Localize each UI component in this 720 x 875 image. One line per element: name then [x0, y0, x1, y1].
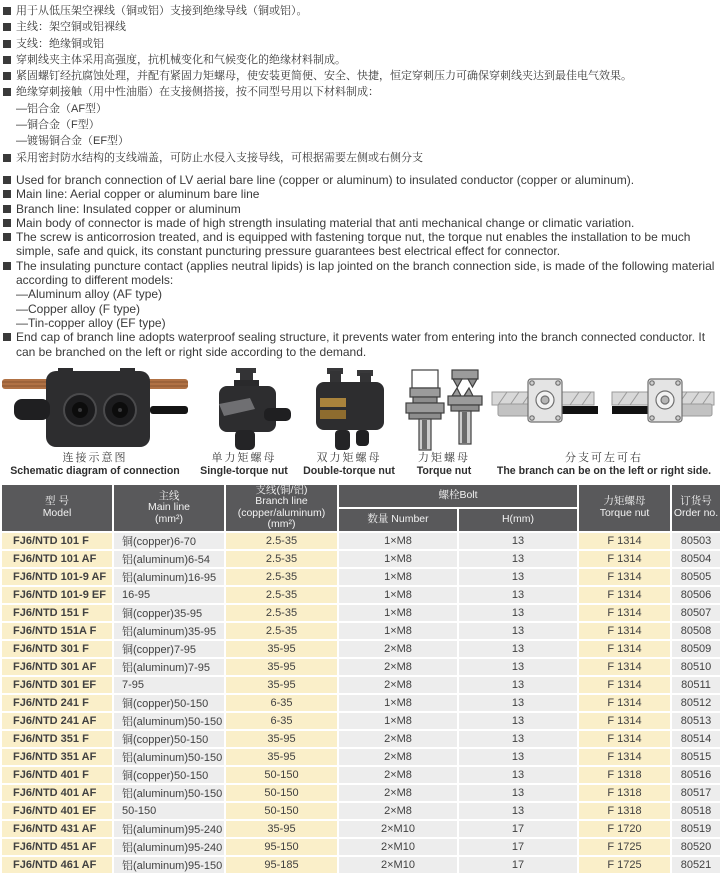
header-torque-nut — [578, 484, 671, 532]
table-cell-model: FJ6/NTD 101-9 AF — [1, 568, 113, 586]
figure-single-torque-nut — [190, 368, 298, 478]
bullet-text: 紧固螺钉经抗腐蚀处理，并配有紧固力矩螺母，使安装更简便、安全、快捷，恒定穿刺压力可确保穿刺线夹达到最佳电气效果。 — [16, 70, 632, 83]
bullet-line — [3, 173, 718, 187]
table-cell-torque: F 1314 — [578, 622, 671, 640]
table-cell-torque: F 1725 — [578, 856, 671, 874]
bullet-line — [3, 84, 718, 100]
header-model — [1, 484, 113, 532]
table-row — [1, 676, 720, 694]
header-bolt-group: 螺栓Bolt — [338, 484, 578, 508]
table-cell-h: 13 — [458, 766, 578, 784]
figure-torque-nut — [400, 368, 488, 478]
table-cell-branch: 50-150 — [225, 766, 338, 784]
table-cell-main: 铝(aluminum)50-150 — [113, 784, 225, 802]
figure-caption-en: Torque nut — [416, 464, 472, 477]
bullet-square-icon — [3, 333, 11, 341]
bullet-square-icon — [3, 205, 11, 213]
bullet-square-icon — [3, 190, 11, 198]
table-cell-torque: F 1314 — [578, 568, 671, 586]
header-branch-cn: 支线(铜/铝) — [255, 483, 308, 496]
table-cell-number: 2×M8 — [338, 784, 458, 802]
table-cell-model: FJ6/NTD 401 EF — [1, 802, 113, 820]
bullet-text: 穿刺线夹主体采用高强度，抗机械变化和气候变化的绝缘材料制成。 — [16, 53, 346, 66]
table-cell-torque: F 1314 — [578, 712, 671, 730]
table-cell-h: 17 — [458, 820, 578, 838]
bullet-text: Main line: Aerial copper or aluminum bare line — [16, 187, 260, 202]
table-cell-h: 13 — [458, 586, 578, 604]
table-cell-number: 1×M8 — [338, 568, 458, 586]
figure-caption-en: Single-torque nut — [200, 464, 288, 477]
table-cell-number: 1×M8 — [338, 550, 458, 568]
table-cell-model: FJ6/NTD 301 F — [1, 640, 113, 658]
bullet-line — [3, 52, 718, 68]
table-cell-order: 80505 — [671, 568, 720, 586]
bullet-text: The insulating puncture contact (applies neutral lipids) is lap jointed on the branch connection side, is made of the following material according to different models: — [16, 258, 715, 288]
bullet-line — [3, 259, 718, 288]
table-cell-number: 2×M10 — [338, 856, 458, 874]
figure-caption-cn: 连接示意图 — [62, 451, 128, 464]
table-cell-order: 80506 — [671, 586, 720, 604]
table-cell-number: 2×M8 — [338, 730, 458, 748]
table-cell-torque: F 1314 — [578, 658, 671, 676]
header-model-cn: 型 号 — [45, 495, 69, 508]
header-main-cn: 主线 — [158, 489, 180, 502]
table-cell-number: 1×M8 — [338, 622, 458, 640]
bullet-text: 支线：绝缘铜或铝 — [16, 37, 104, 50]
bullet-text: —Tin-copper alloy (EF type) — [16, 315, 166, 330]
table-cell-number: 2×M8 — [338, 640, 458, 658]
table-cell-main: 铝(aluminum)50-150 — [113, 748, 225, 766]
header-branch-line — [225, 484, 338, 532]
table-cell-model: FJ6/NTD 101 AF — [1, 550, 113, 568]
bullet-square-icon — [3, 88, 11, 96]
bullet-line — [3, 302, 718, 316]
figure-caption-en: Double-torque nut — [303, 464, 395, 477]
table-cell-h: 13 — [458, 802, 578, 820]
table-cell-h: 13 — [458, 676, 578, 694]
table-cell-order: 80520 — [671, 838, 720, 856]
table-cell-number: 2×M8 — [338, 658, 458, 676]
table-row — [1, 712, 720, 730]
bullet-line — [3, 68, 718, 84]
table-row — [1, 532, 720, 550]
table-cell-torque: F 1314 — [578, 604, 671, 622]
table-row — [1, 604, 720, 622]
table-cell-h: 13 — [458, 784, 578, 802]
table-cell-main: 铜(copper)6-70 — [113, 532, 225, 550]
figure-connection — [0, 368, 190, 478]
table-cell-branch: 95-150 — [225, 838, 338, 856]
table-cell-number: 1×M8 — [338, 586, 458, 604]
table-row — [1, 766, 720, 784]
header-bolt-number: 数量 Number — [338, 508, 458, 532]
bullet-line — [3, 202, 718, 216]
bullet-text: 主线：架空铜或铝裸线 — [16, 21, 126, 34]
bullet-text: —铜合金（F型） — [16, 119, 100, 132]
table-cell-main: 铝(aluminum)35-95 — [113, 622, 225, 640]
bullet-line — [3, 287, 718, 301]
table-cell-h: 13 — [458, 604, 578, 622]
header-branch-unit: (mm²) — [267, 518, 296, 531]
intro-english-list — [3, 173, 718, 359]
bullet-square-icon — [3, 219, 11, 227]
table-cell-model: FJ6/NTD 461 AF — [1, 856, 113, 874]
bullet-line — [3, 230, 718, 259]
figure-caption-cn: 分支可左可右 — [565, 451, 643, 464]
table-cell-model: FJ6/NTD 431 AF — [1, 820, 113, 838]
table-cell-order: 80504 — [671, 550, 720, 568]
bullet-square-icon — [3, 7, 11, 15]
header-bolt-h: H(mm) — [458, 508, 578, 532]
figure-branch-sides — [488, 368, 720, 478]
header-main-line — [113, 484, 225, 532]
table-row — [1, 550, 720, 568]
table-cell-branch: 2.5-35 — [225, 586, 338, 604]
table-cell-branch: 35-95 — [225, 640, 338, 658]
table-cell-branch: 2.5-35 — [225, 532, 338, 550]
header-main-en: Main line — [147, 501, 191, 514]
bullet-text: —铝合金（AF型） — [16, 102, 108, 115]
table-cell-model: FJ6/NTD 151A F — [1, 622, 113, 640]
figure-caption-en: The branch can be on the left or right side. — [496, 464, 712, 477]
table-cell-order: 80513 — [671, 712, 720, 730]
table-cell-branch: 2.5-35 — [225, 568, 338, 586]
table-cell-torque: F 1314 — [578, 748, 671, 766]
table-row — [1, 784, 720, 802]
table-cell-main: 铝(aluminum)6-54 — [113, 550, 225, 568]
table-cell-torque: F 1314 — [578, 586, 671, 604]
table-cell-number: 1×M8 — [338, 532, 458, 550]
table-cell-h: 13 — [458, 568, 578, 586]
table-cell-main: 铝(aluminum)16-95 — [113, 568, 225, 586]
bullet-text: The screw is anticorrosion treated, and is equipped with fastening torque nut, the torque nut enables the installation to be much simple, safe and quick, its constant puncturing pressure guarantees best electrical effect for connector. — [16, 230, 691, 259]
table-cell-number: 2×M10 — [338, 820, 458, 838]
table-cell-order: 80509 — [671, 640, 720, 658]
table-cell-order: 80508 — [671, 622, 720, 640]
table-cell-main: 铝(aluminum)95-240 — [113, 820, 225, 838]
table-cell-main: 16-95 — [113, 586, 225, 604]
bullet-square-icon — [3, 262, 11, 270]
table-cell-number: 2×M8 — [338, 802, 458, 820]
table-cell-h: 17 — [458, 838, 578, 856]
table-cell-torque: F 1318 — [578, 802, 671, 820]
table-cell-torque: F 1314 — [578, 694, 671, 712]
header-order-cn: 订货号 — [680, 495, 712, 508]
table-cell-branch: 6-35 — [225, 694, 338, 712]
bullet-line — [3, 19, 718, 35]
bullet-square-icon — [3, 56, 11, 64]
table-cell-h: 13 — [458, 532, 578, 550]
header-branch-en: Branch line — [255, 495, 308, 508]
table-cell-order: 80517 — [671, 784, 720, 802]
intro-chinese-list — [3, 3, 718, 166]
bullet-line — [3, 101, 718, 117]
figure-caption-cn: 力矩螺母 — [418, 451, 470, 464]
table-row — [1, 856, 720, 874]
table-cell-model: FJ6/NTD 301 AF — [1, 658, 113, 676]
table-cell-torque: F 1318 — [578, 766, 671, 784]
table-cell-model: FJ6/NTD 401 F — [1, 766, 113, 784]
table-cell-torque: F 1314 — [578, 550, 671, 568]
table-cell-main: 铜(copper)50-150 — [113, 694, 225, 712]
table-cell-model: FJ6/NTD 241 F — [1, 694, 113, 712]
bullet-text: Main body of connector is made of high strength insulating material that anti mechanical change or climatic variation. — [16, 215, 635, 230]
table-cell-branch: 6-35 — [225, 712, 338, 730]
table-cell-model: FJ6/NTD 241 AF — [1, 712, 113, 730]
table-cell-main: 铝(aluminum)95-150 — [113, 856, 225, 874]
table-cell-number: 2×M10 — [338, 838, 458, 856]
bullet-text: —Aluminum alloy (AF type) — [16, 287, 163, 302]
table-row — [1, 586, 720, 604]
table-cell-h: 13 — [458, 550, 578, 568]
single-torque-nut-photo-illustration — [194, 368, 294, 452]
table-cell-main: 7-95 — [113, 676, 225, 694]
header-branch-en2: (copper/aluminum) — [237, 506, 326, 519]
table-cell-main: 铜(copper)50-150 — [113, 766, 225, 784]
table-cell-branch: 2.5-35 — [225, 622, 338, 640]
table-cell-number: 1×M8 — [338, 712, 458, 730]
bullet-text: 用于从低压架空裸线（铜或铝）支接到绝缘导线（铜或铝）。 — [16, 5, 308, 17]
bullet-line — [3, 36, 718, 52]
table-row — [1, 802, 720, 820]
table-cell-h: 13 — [458, 748, 578, 766]
table-cell-branch: 35-95 — [225, 658, 338, 676]
table-cell-branch: 95-185 — [225, 856, 338, 874]
table-row — [1, 748, 720, 766]
figure-caption-en: Schematic diagram of connection — [10, 464, 180, 477]
table-cell-h: 13 — [458, 712, 578, 730]
bullet-line — [3, 133, 718, 149]
table-cell-torque: F 1314 — [578, 532, 671, 550]
table-cell-h: 13 — [458, 622, 578, 640]
table-cell-main: 铜(copper)50-150 — [113, 730, 225, 748]
table-cell-main: 铜(copper)35-95 — [113, 604, 225, 622]
bullet-square-icon — [3, 72, 11, 80]
bullet-line — [3, 330, 718, 359]
table-cell-model: FJ6/NTD 101 F — [1, 532, 113, 550]
table-cell-torque: F 1314 — [578, 640, 671, 658]
bullet-square-icon — [3, 233, 11, 241]
bullet-text: Used for branch connection of LV aerial bare line (copper or aluminum) to insulated conductor (copper or aluminum). — [16, 172, 635, 187]
table-cell-branch: 50-150 — [225, 802, 338, 820]
table-cell-order: 80521 — [671, 856, 720, 874]
header-model-en: Model — [42, 506, 72, 519]
header-main-unit: (mm²) — [155, 512, 183, 525]
bullet-line — [3, 316, 718, 330]
table-cell-main: 铜(copper)7-95 — [113, 640, 225, 658]
table-cell-model: FJ6/NTD 351 AF — [1, 748, 113, 766]
table-cell-h: 13 — [458, 658, 578, 676]
bullet-square-icon — [3, 23, 11, 31]
connection-photo-illustration — [2, 368, 188, 452]
figure-caption-cn: 双力矩螺母 — [316, 451, 382, 464]
table-cell-branch: 35-95 — [225, 676, 338, 694]
table-cell-number: 2×M8 — [338, 748, 458, 766]
table-cell-number: 2×M8 — [338, 676, 458, 694]
bullet-text: —Copper alloy (F type) — [16, 301, 141, 316]
table-row — [1, 838, 720, 856]
table-cell-torque: F 1725 — [578, 838, 671, 856]
table-row — [1, 622, 720, 640]
bullet-square-icon — [3, 40, 11, 48]
table-cell-number: 2×M8 — [338, 766, 458, 784]
table-cell-order: 80515 — [671, 748, 720, 766]
table-row — [1, 568, 720, 586]
table-row — [1, 730, 720, 748]
table-cell-model: FJ6/NTD 451 AF — [1, 838, 113, 856]
table-cell-model: FJ6/NTD 101-9 EF — [1, 586, 113, 604]
torque-nut-drawing — [400, 368, 488, 452]
table-row — [1, 640, 720, 658]
bullet-line — [3, 3, 718, 19]
table-row — [1, 820, 720, 838]
bullet-line — [3, 117, 718, 133]
figures-row — [0, 364, 720, 478]
header-order-en: Order no. — [673, 506, 719, 519]
bullet-square-icon — [3, 176, 11, 184]
intro-section — [0, 0, 720, 359]
table-cell-order: 80518 — [671, 802, 720, 820]
bullet-line — [3, 216, 718, 230]
table-cell-order: 80514 — [671, 730, 720, 748]
table-cell-branch: 50-150 — [225, 784, 338, 802]
bullet-line — [3, 187, 718, 201]
table-cell-torque: F 1314 — [578, 730, 671, 748]
bullet-text: —镀锡铜合金（EF型） — [16, 135, 130, 148]
bullet-line — [3, 150, 718, 166]
table-cell-branch: 35-95 — [225, 748, 338, 766]
table-cell-model: FJ6/NTD 301 EF — [1, 676, 113, 694]
table-cell-order: 80519 — [671, 820, 720, 838]
table-cell-number: 1×M8 — [338, 604, 458, 622]
table-cell-main: 铝(aluminum)95-240 — [113, 838, 225, 856]
table-row — [1, 658, 720, 676]
bullet-text: Branch line: Insulated copper or aluminum — [16, 201, 241, 216]
table-cell-branch: 35-95 — [225, 820, 338, 838]
table-row — [1, 694, 720, 712]
table-cell-torque: F 1318 — [578, 784, 671, 802]
branch-left-right-drawing — [490, 368, 718, 452]
table-cell-number: 1×M8 — [338, 694, 458, 712]
table-cell-h: 13 — [458, 730, 578, 748]
table-cell-h: 17 — [458, 856, 578, 874]
table-cell-h: 13 — [458, 640, 578, 658]
bullet-text: End cap of branch line adopts waterproof sealing structure, it prevents water from entering into the branch connected conductor. It can be branched on the left or right side according to the demand. — [16, 330, 706, 359]
table-cell-branch: 2.5-35 — [225, 604, 338, 622]
table-cell-order: 80503 — [671, 532, 720, 550]
table-cell-order: 80510 — [671, 658, 720, 676]
spec-table-body — [1, 532, 720, 874]
table-cell-branch: 35-95 — [225, 730, 338, 748]
bullet-text: 采用密封防水结构的支线端盖，可防止水侵入支接导线，可根据需要左侧或右侧分支 — [16, 151, 423, 164]
spec-table — [0, 483, 720, 875]
table-cell-branch: 2.5-35 — [225, 550, 338, 568]
table-cell-main: 铝(aluminum)50-150 — [113, 712, 225, 730]
table-cell-order: 80507 — [671, 604, 720, 622]
figure-caption-cn: 单力矩螺母 — [211, 451, 277, 464]
bullet-square-icon — [3, 154, 11, 162]
table-cell-order: 80516 — [671, 766, 720, 784]
table-cell-h: 13 — [458, 694, 578, 712]
figure-double-torque-nut — [298, 368, 400, 478]
table-cell-order: 80512 — [671, 694, 720, 712]
table-cell-torque: F 1720 — [578, 820, 671, 838]
header-order-no — [671, 484, 720, 532]
table-cell-model: FJ6/NTD 401 AF — [1, 784, 113, 802]
header-torque-en: Torque nut — [599, 506, 650, 519]
table-cell-main: 50-150 — [113, 802, 225, 820]
spec-table-header — [1, 484, 720, 532]
bullet-text: 绝缘穿刺接触（用中性油脂）在支接侧搭接，按不同型号用以下材料制成： — [16, 86, 379, 99]
table-cell-model: FJ6/NTD 351 F — [1, 730, 113, 748]
header-torque-cn: 力矩螺母 — [603, 495, 646, 508]
table-cell-main: 铝(aluminum)7-95 — [113, 658, 225, 676]
table-cell-order: 80511 — [671, 676, 720, 694]
double-torque-nut-photo-illustration — [301, 368, 397, 452]
table-cell-model: FJ6/NTD 151 F — [1, 604, 113, 622]
table-cell-torque: F 1314 — [578, 676, 671, 694]
